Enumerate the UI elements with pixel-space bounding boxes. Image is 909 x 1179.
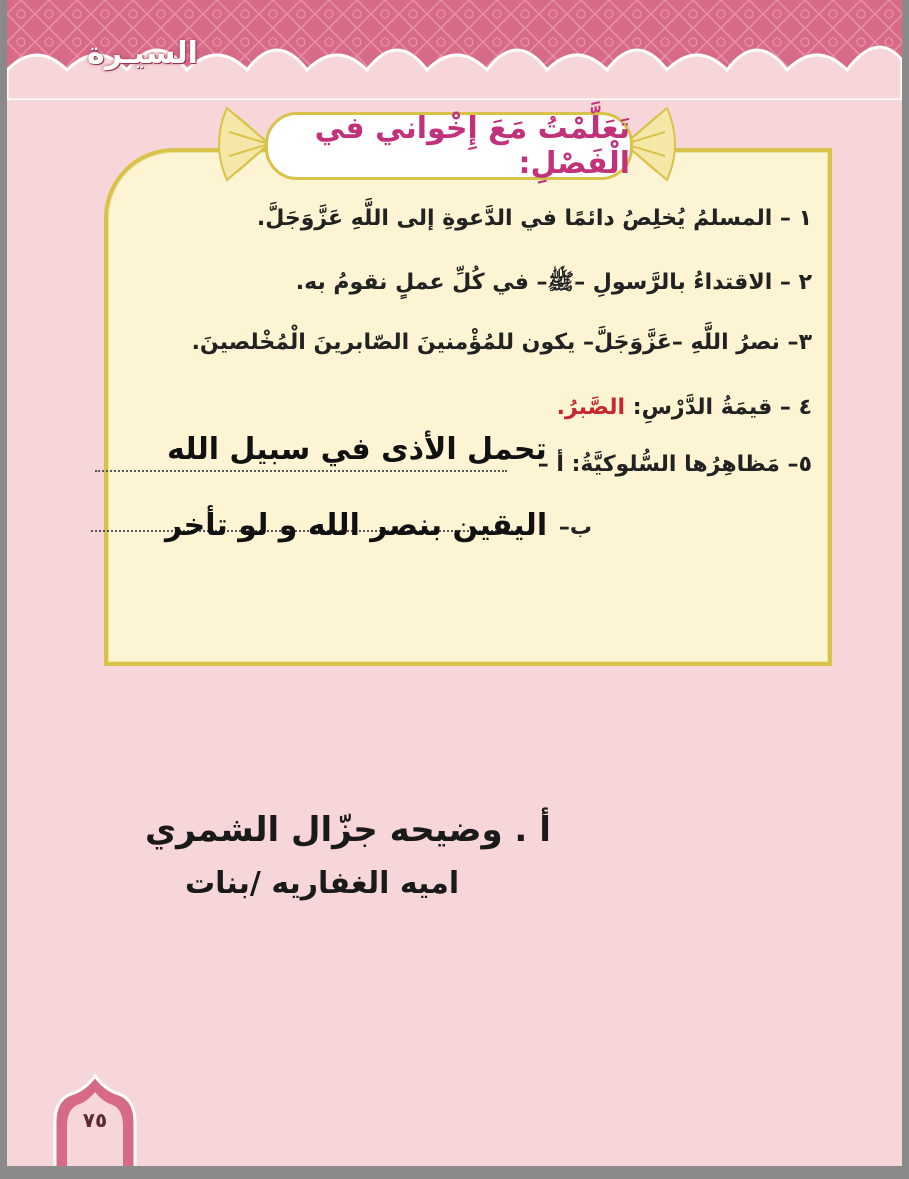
chapter-title: السيـرة xyxy=(87,36,198,71)
point-1: ١ – المسلمُ يُخلِصُ دائمًا في الدَّعوةِ إلى اللَّهِ عَزَّوَجَلَّ. xyxy=(256,206,812,231)
box-title-banner xyxy=(207,98,687,190)
point-3: ٣– نصرُ اللَّهِ –عَزَّوَجَلَّ– يكون للمُؤْمنينَ الصّابرينَ الْمُخْلصينَ. xyxy=(191,330,812,355)
author-name: أ . وضيحه جزّال الشمري xyxy=(145,810,551,850)
answer-a-handwritten: تحمل الأذى في سبيل الله xyxy=(167,432,547,467)
point-4 xyxy=(557,395,812,420)
answer-b-handwritten: اليقين بنصر الله و لو تأخر xyxy=(165,508,548,543)
box-title-pill xyxy=(265,112,633,180)
point-2: ٢ – الاقتداءُ بالرَّسولِ –ﷺ– في كُلِّ عملٍ نقومُ به. xyxy=(295,270,812,295)
point-5-label: ٥– مَظاهِرُها السُّلوكيَّةُ: أ – xyxy=(537,452,812,477)
point-5b-label: ب– xyxy=(558,515,592,540)
textbook-page xyxy=(7,0,902,1166)
box-title: تَعَلَّمْتُ مَعَ إِخْواني في الْفَصْلِ: xyxy=(314,111,630,181)
lesson-value: الصَّبرُ. xyxy=(556,395,626,420)
point-4-label: ٤ – قيمَةُ الدَّرْسِ: xyxy=(625,395,812,420)
school-name: اميه الغفاريه /بنات xyxy=(185,866,460,901)
answer-a-dotted-line xyxy=(95,470,507,472)
page-number: ٧٥ xyxy=(82,1108,108,1132)
